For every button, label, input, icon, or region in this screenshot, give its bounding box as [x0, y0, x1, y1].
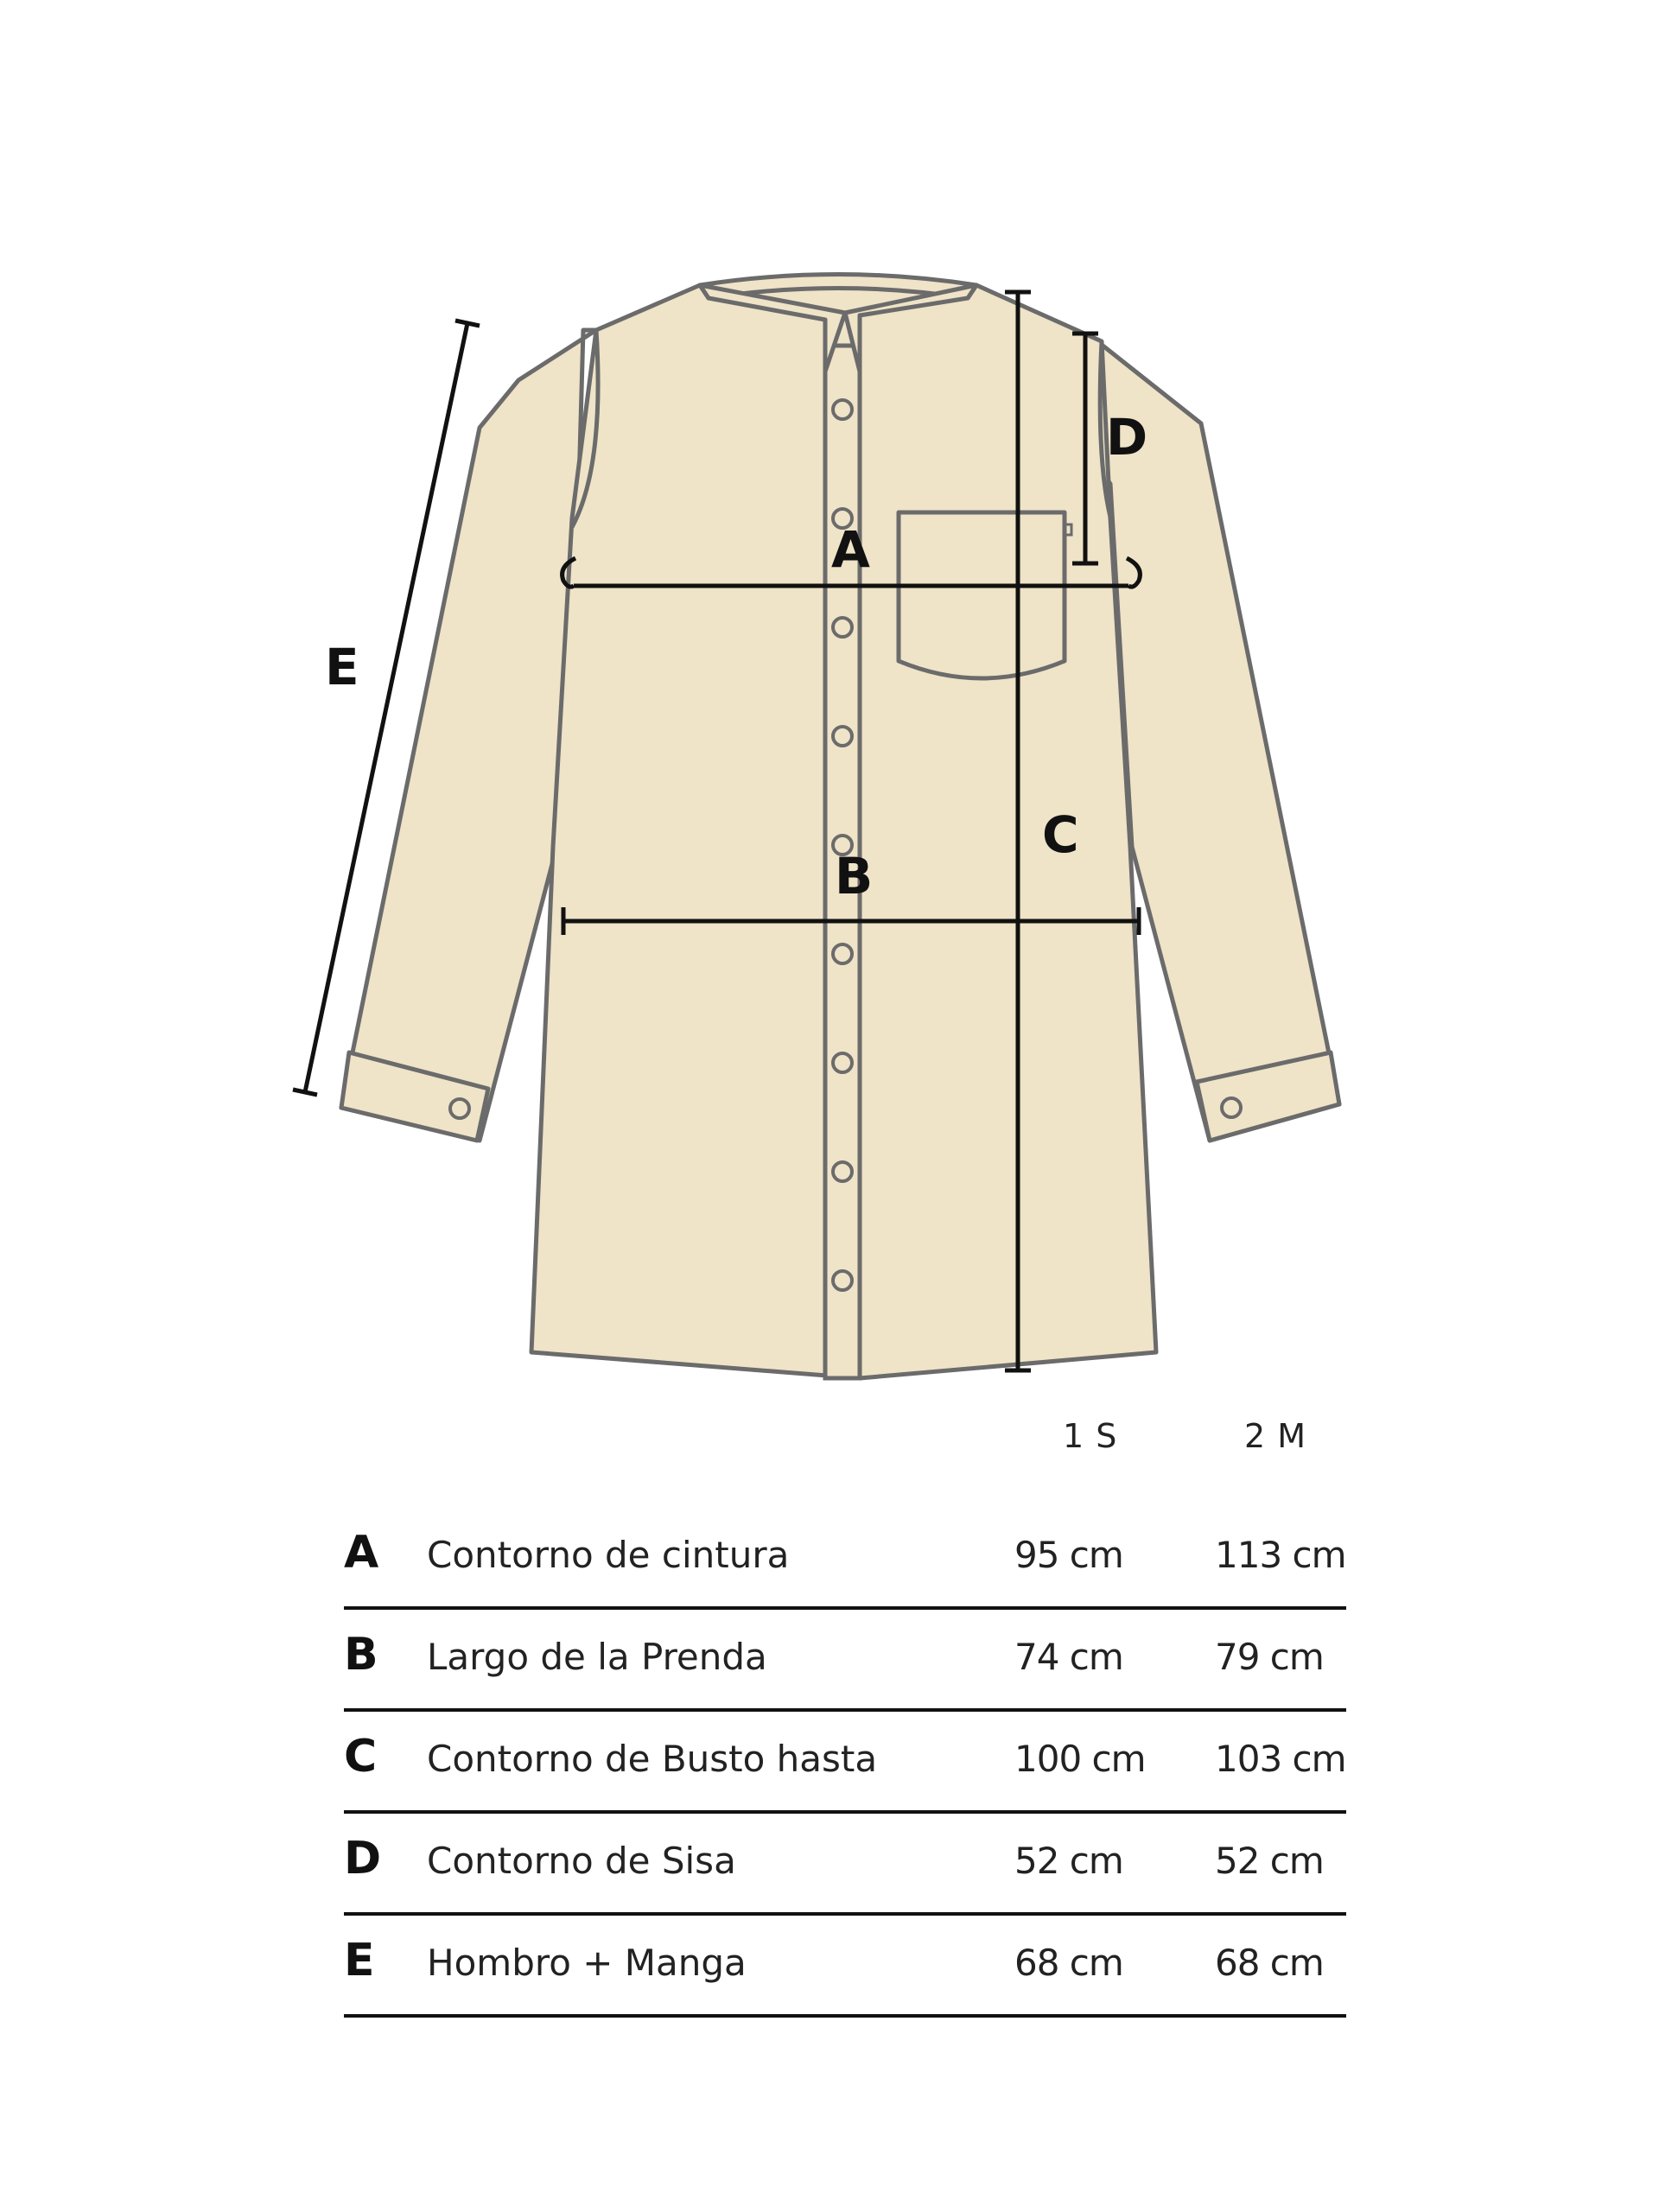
row-label: Contorno de Sisa	[427, 1840, 736, 1882]
row-letter: C	[344, 1731, 378, 1783]
row-value-m: 52 cm	[1215, 1840, 1324, 1882]
chest-pocket	[899, 512, 1065, 678]
label-a: A	[831, 520, 870, 579]
row-value-s: 68 cm	[1014, 1942, 1123, 1984]
row-letter: D	[344, 1833, 382, 1885]
measurements-table	[344, 1508, 1346, 2018]
row-value-m: 113 cm	[1215, 1534, 1346, 1576]
table-row	[344, 1712, 1346, 1814]
label-b: B	[835, 847, 874, 906]
row-value-s: 95 cm	[1014, 1534, 1123, 1576]
label-e: E	[325, 638, 359, 696]
row-value-s: 100 cm	[1014, 1738, 1146, 1780]
table-row	[344, 1916, 1346, 2018]
table-row	[344, 1814, 1346, 1916]
row-label: Contorno de cintura	[427, 1534, 790, 1576]
row-value-m: 79 cm	[1215, 1636, 1324, 1678]
row-value-m: 68 cm	[1215, 1942, 1324, 1984]
row-label: Contorno de Busto hasta	[427, 1738, 878, 1780]
size-header-s: 1 S	[1063, 1417, 1118, 1455]
row-letter: B	[344, 1629, 378, 1681]
row-value-s: 74 cm	[1014, 1636, 1123, 1678]
label-c: C	[1042, 805, 1079, 864]
table-row	[344, 1508, 1346, 1610]
size-header-m: 2 M	[1244, 1417, 1307, 1455]
row-letter: E	[344, 1935, 375, 1986]
row-label: Largo de la Prenda	[427, 1636, 767, 1678]
row-label: Hombro + Manga	[427, 1942, 747, 1984]
row-letter: A	[344, 1527, 379, 1579]
table-row	[344, 1610, 1346, 1712]
row-value-s: 52 cm	[1014, 1840, 1123, 1882]
label-d: D	[1106, 408, 1148, 467]
row-value-m: 103 cm	[1215, 1738, 1346, 1780]
